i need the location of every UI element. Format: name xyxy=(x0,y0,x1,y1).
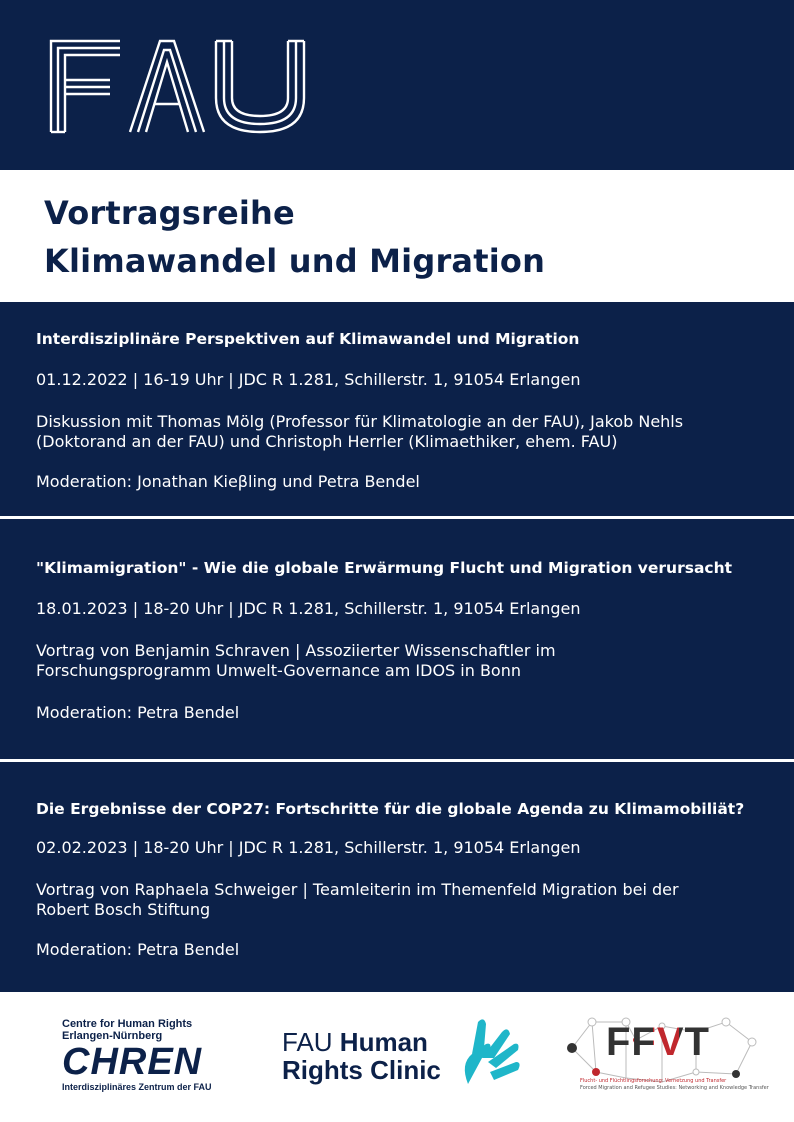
ffvt-logo: FFVT Flucht- und Flüchtlingsforschung: Vernetzung und Transfer Forced Migration and Refugee Studies: Networking and Knowledge Transfer xyxy=(566,1012,766,1102)
fau-logo xyxy=(48,38,308,134)
event-description: (Doktorand an der FAU) und Christoph Herrler (Klimaethiker, ehem. FAU) xyxy=(36,432,618,451)
title-band xyxy=(0,170,794,302)
footer-logos xyxy=(0,992,794,1122)
event-description: Diskussion mit Thomas Mölg (Professor für Klimatologie an der FAU), Jakob Nehls xyxy=(36,412,684,431)
event-details: 01.12.2022 | 16-19 Uhr | JDC R 1.281, Schillerstr. 1, 91054 Erlangen xyxy=(36,370,581,389)
header-band xyxy=(0,0,794,170)
event-card-2 xyxy=(0,519,794,759)
human-rights-clinic-logo: FAU Human Rights Clinic xyxy=(282,1027,441,1085)
event-title: Interdisziplinäre Perspektiven auf Klimawandel und Migration xyxy=(36,330,580,348)
chren-logo: Centre for Human Rights Erlangen-Nürnberg CHREN Interdisziplinäres Zentrum der FAU xyxy=(62,1018,212,1092)
hand-icon xyxy=(458,1014,522,1094)
event-description: Vortrag von Benjamin Schraven | Assoziierter Wissenschaftler im xyxy=(36,641,556,660)
event-description: Robert Bosch Stiftung xyxy=(36,900,211,919)
event-moderation: Moderation: Petra Bendel xyxy=(36,703,240,722)
event-title: "Klimamigration" - Wie die globale Erwärmung Flucht und Migration verursacht xyxy=(36,559,733,577)
ffvt-wordmark: FFVT xyxy=(606,1020,710,1064)
event-description: Forschungsprogramm Umwelt-Governance am IDOS in Bonn xyxy=(36,661,521,680)
event-card-1 xyxy=(0,302,794,516)
series-subtitle: Klimawandel und Migration xyxy=(44,242,546,280)
event-moderation: Moderation: Petra Bendel xyxy=(36,940,240,959)
series-title: Vortragsreihe xyxy=(44,194,295,232)
event-moderation: Moderation: Jonathan Kieβling und Petra Bendel xyxy=(36,472,420,491)
event-description: Vortrag von Raphaela Schweiger | Teamleiterin im Themenfeld Migration bei der xyxy=(36,880,679,899)
event-details: 18.01.2023 | 18-20 Uhr | JDC R 1.281, Schillerstr. 1, 91054 Erlangen xyxy=(36,599,581,618)
event-details: 02.02.2023 | 18-20 Uhr | JDC R 1.281, Schillerstr. 1, 91054 Erlangen xyxy=(36,838,581,857)
event-title: Die Ergebnisse der COP27: Fortschritte für die globale Agenda zu Klimamobiliät? xyxy=(36,800,745,818)
event-card-3 xyxy=(0,762,794,992)
